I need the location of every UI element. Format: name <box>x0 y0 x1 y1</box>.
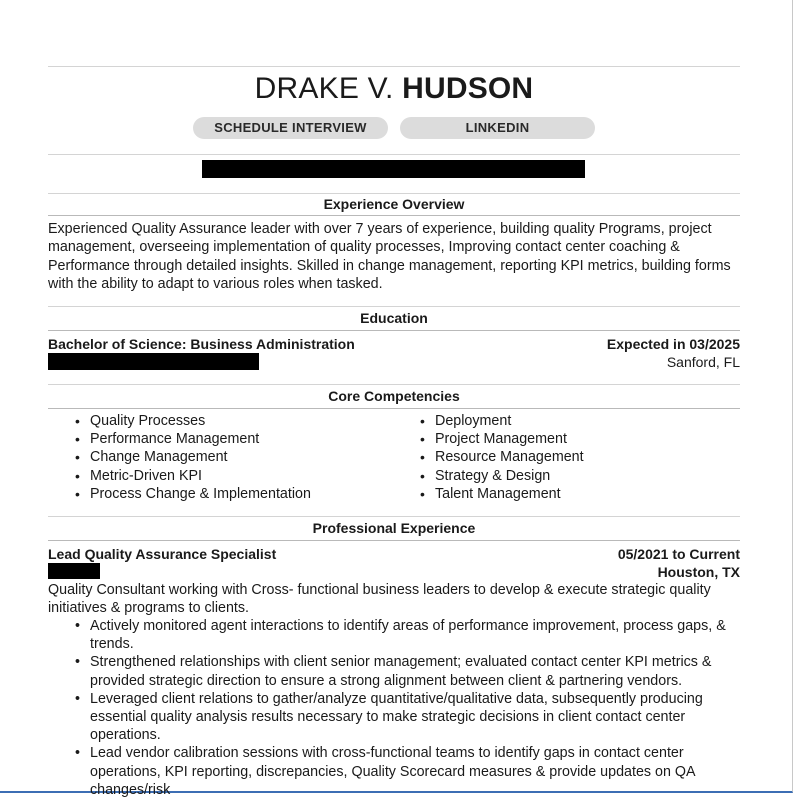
competencies-left-list <box>48 412 311 503</box>
last-name: HUDSON <box>402 72 534 105</box>
list-item: • Process Change & Implementation <box>90 485 311 503</box>
list-item: • Resource Management <box>435 448 584 466</box>
divider <box>48 330 740 331</box>
divider <box>48 384 740 385</box>
education-title: Education <box>360 310 428 326</box>
divider <box>48 540 740 541</box>
divider <box>48 193 740 194</box>
job-summary: Quality Consultant working with Cross- functional business leaders to develop & execute strategic quality initiatives & programs to clients. <box>48 582 711 617</box>
divider <box>48 306 740 307</box>
core-competencies-title: Core Competencies <box>328 388 460 404</box>
list-item: • Strengthened relationships with client senior management; evaluated contact center KPI metrics & provided strategic direction to ensure a strong alignment between client & partnering vendors. <box>90 653 740 689</box>
degree: Bachelor of Science <box>48 336 182 352</box>
list-item: • Project Management <box>435 430 584 448</box>
job-location: Houston, TX <box>657 564 740 580</box>
schedule-interview-button[interactable]: SCHEDULE INTERVIEW <box>193 117 388 139</box>
candidate-name <box>48 72 740 106</box>
linkedin-button[interactable]: LINKEDIN <box>400 117 595 139</box>
major: : Business Administration <box>181 336 355 352</box>
education-location: Sanford, FL <box>666 354 740 370</box>
redacted-company-name <box>48 563 100 579</box>
divider <box>48 154 740 155</box>
list-item: • Talent Management <box>435 485 584 503</box>
education-row <box>48 335 740 353</box>
top-divider <box>48 66 740 67</box>
list-item: • Leveraged client relations to gather/analyze quantitative/qualitative data, subsequently producing essential quality analysis results necessary to make strategic decisions in client contact center operations. <box>90 690 740 745</box>
list-item: • Actively monitored agent interactions to identify areas of performance improvement, process gaps, & trends. <box>90 617 740 653</box>
redacted-contact-info <box>202 160 585 178</box>
list-item: • Metric-Driven KPI <box>90 467 311 485</box>
list-item: • Lead vendor calibration sessions with cross-functional teams to identify gaps in contact center operations, KPI reporting, discrepancies, Quality Scorecard measures & provide updates on QA changes/risk <box>90 744 740 799</box>
divider <box>48 215 740 216</box>
divider <box>48 408 740 409</box>
job-title: Lead Quality Assurance Specialist <box>48 546 277 562</box>
list-item: • Strategy & Design <box>435 467 584 485</box>
competencies-right-list <box>393 412 584 503</box>
job-dates: 05/2021 to Current <box>617 546 740 562</box>
list-item: • Change Management <box>90 448 311 466</box>
job-title-row <box>48 545 740 563</box>
experience-overview-title: Experience Overview <box>323 196 465 212</box>
divider <box>48 516 740 517</box>
first-name: DRAKE V. <box>254 72 403 105</box>
list-item: • Performance Management <box>90 430 311 448</box>
list-item: • Quality Processes <box>90 412 311 430</box>
list-item: • Deployment <box>435 412 584 430</box>
job-bullets <box>48 617 740 799</box>
professional-experience-title: Professional Experience <box>312 520 476 536</box>
overview-text: Experienced Quality Assurance leader with over 7 years of experience, building quality Programs, project management, overseeing implementation of quality processes, Improving contact center coaching & Performance through detailed insights. Skilled in change management, reporting KPI metrics, building forms with the ability to adapt to various roles when tasked. <box>48 221 731 293</box>
redacted-school-name <box>48 353 259 370</box>
education-date: Expected in 03/2025 <box>606 336 740 352</box>
